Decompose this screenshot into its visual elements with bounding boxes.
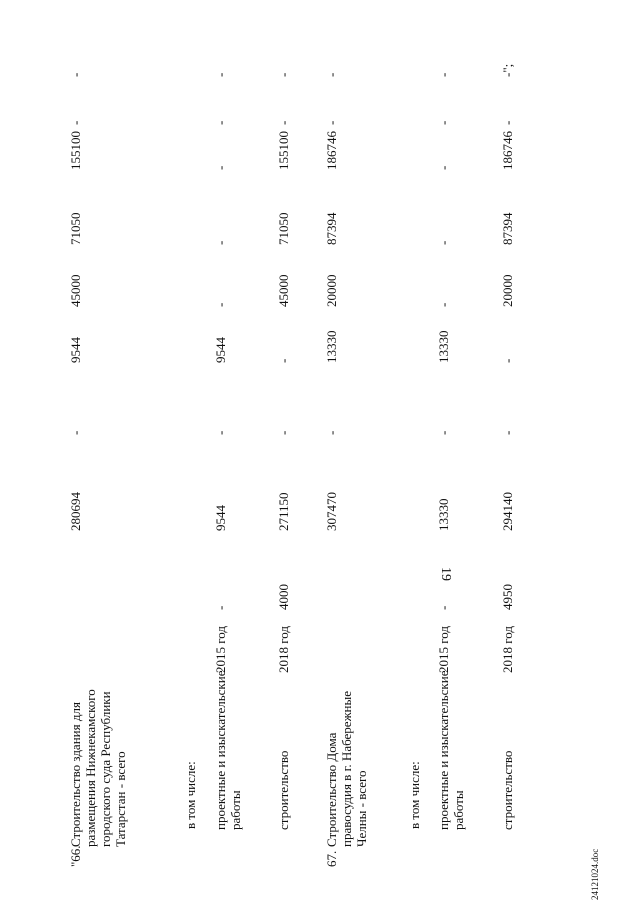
cell-v6-row-2: - [213,120,228,125]
cell-v2-row-3: - [276,358,291,363]
cell-v7-row-7: -"; [500,63,515,77]
cell-year-row-7: 2018 год [500,626,515,673]
cell-name-row-4: Строительство Дома правосудия в г. Набережные Челны - всего [324,690,369,847]
cell-total-row-0: 280694 [68,492,83,531]
page-number: 19 [438,567,453,581]
cell-year-row-3: 2018 год [276,626,291,673]
cell-total-row-3: 271150 [276,492,291,531]
cell-v6-row-7: - [500,120,515,125]
cell-v3-row-3: 45000 [276,274,291,307]
cell-v2-row-7: - [500,358,515,363]
cell-v3-row-2: - [213,302,228,307]
cell-name-row-5: в том числе: [407,761,422,829]
cell-total-row-7: 294140 [500,492,515,531]
cell-v1-row-3: - [276,430,291,435]
cell-v5-row-6: - [436,165,451,170]
cell-name-row-0: Строительство здания для размещения Нижнекамского городского суда Республики Татарстан - всего [68,689,128,847]
cell-v4-row-3: 71050 [276,212,291,245]
cell-name-row-7: строительство [500,750,515,830]
cell-v7-row-0: - [68,72,83,77]
cell-v3-row-6: - [436,302,451,307]
cell-name-row-6: проектные и изыскательские работы [436,670,466,830]
cell-v2-row-4: 13330 [324,330,339,363]
cell-v5-row-2: - [213,165,228,170]
cell-v3-row-4: 20000 [324,274,339,307]
cell-v5-row-7: 186746 [500,131,515,170]
cell-start-row-6: - [436,605,451,610]
cell-v5-row-0: 155100 [68,131,83,170]
cell-v7-row-2: - [213,72,228,77]
cell-start-row-2: - [213,605,228,610]
cell-v1-row-6: - [436,430,451,435]
cell-v5-row-3: 155100 [276,131,291,170]
cell-num-row-4: 67. [324,850,339,867]
cell-start-row-3: 4000 [276,584,291,610]
cell-v1-row-4: - [324,430,339,435]
cell-v2-row-0: 9544 [68,337,83,363]
footer-filename: 24121024.doc [590,848,600,900]
cell-v7-row-6: - [436,72,451,77]
cell-v6-row-0: - [68,120,83,125]
cell-year-row-6: 2015 год [436,626,451,673]
cell-v1-row-0: - [68,430,83,435]
cell-v4-row-6: - [436,240,451,245]
cell-v5-row-4: 186746 [324,131,339,170]
cell-v4-row-4: 87394 [324,212,339,245]
cell-start-row-7: 4950 [500,584,515,610]
cell-v7-row-4: - [324,72,339,77]
cell-v3-row-0: 45000 [68,274,83,307]
cell-v4-row-7: 87394 [500,212,515,245]
cell-total-row-2: 9544 [213,505,228,531]
cell-v6-row-4: - [324,120,339,125]
cell-v2-row-2: 9544 [213,337,228,363]
cell-v1-row-2: - [213,430,228,435]
cell-name-row-1: в том числе: [183,761,198,829]
cell-year-row-2: 2015 год [213,626,228,673]
cell-v3-row-7: 20000 [500,274,515,307]
cell-v7-row-3: - [276,72,291,77]
cell-v6-row-6: - [436,120,451,125]
cell-total-row-4: 307470 [324,492,339,531]
cell-name-row-2: проектные и изыскательские работы [213,670,243,830]
cell-total-row-6: 13330 [436,498,451,531]
cell-v6-row-3: - [276,120,291,125]
cell-v2-row-6: 13330 [436,330,451,363]
cell-num-row-0: "66. [68,845,83,867]
cell-v4-row-0: 71050 [68,212,83,245]
cell-v1-row-7: - [500,430,515,435]
cell-v4-row-2: - [213,240,228,245]
cell-name-row-3: строительство [276,750,291,830]
